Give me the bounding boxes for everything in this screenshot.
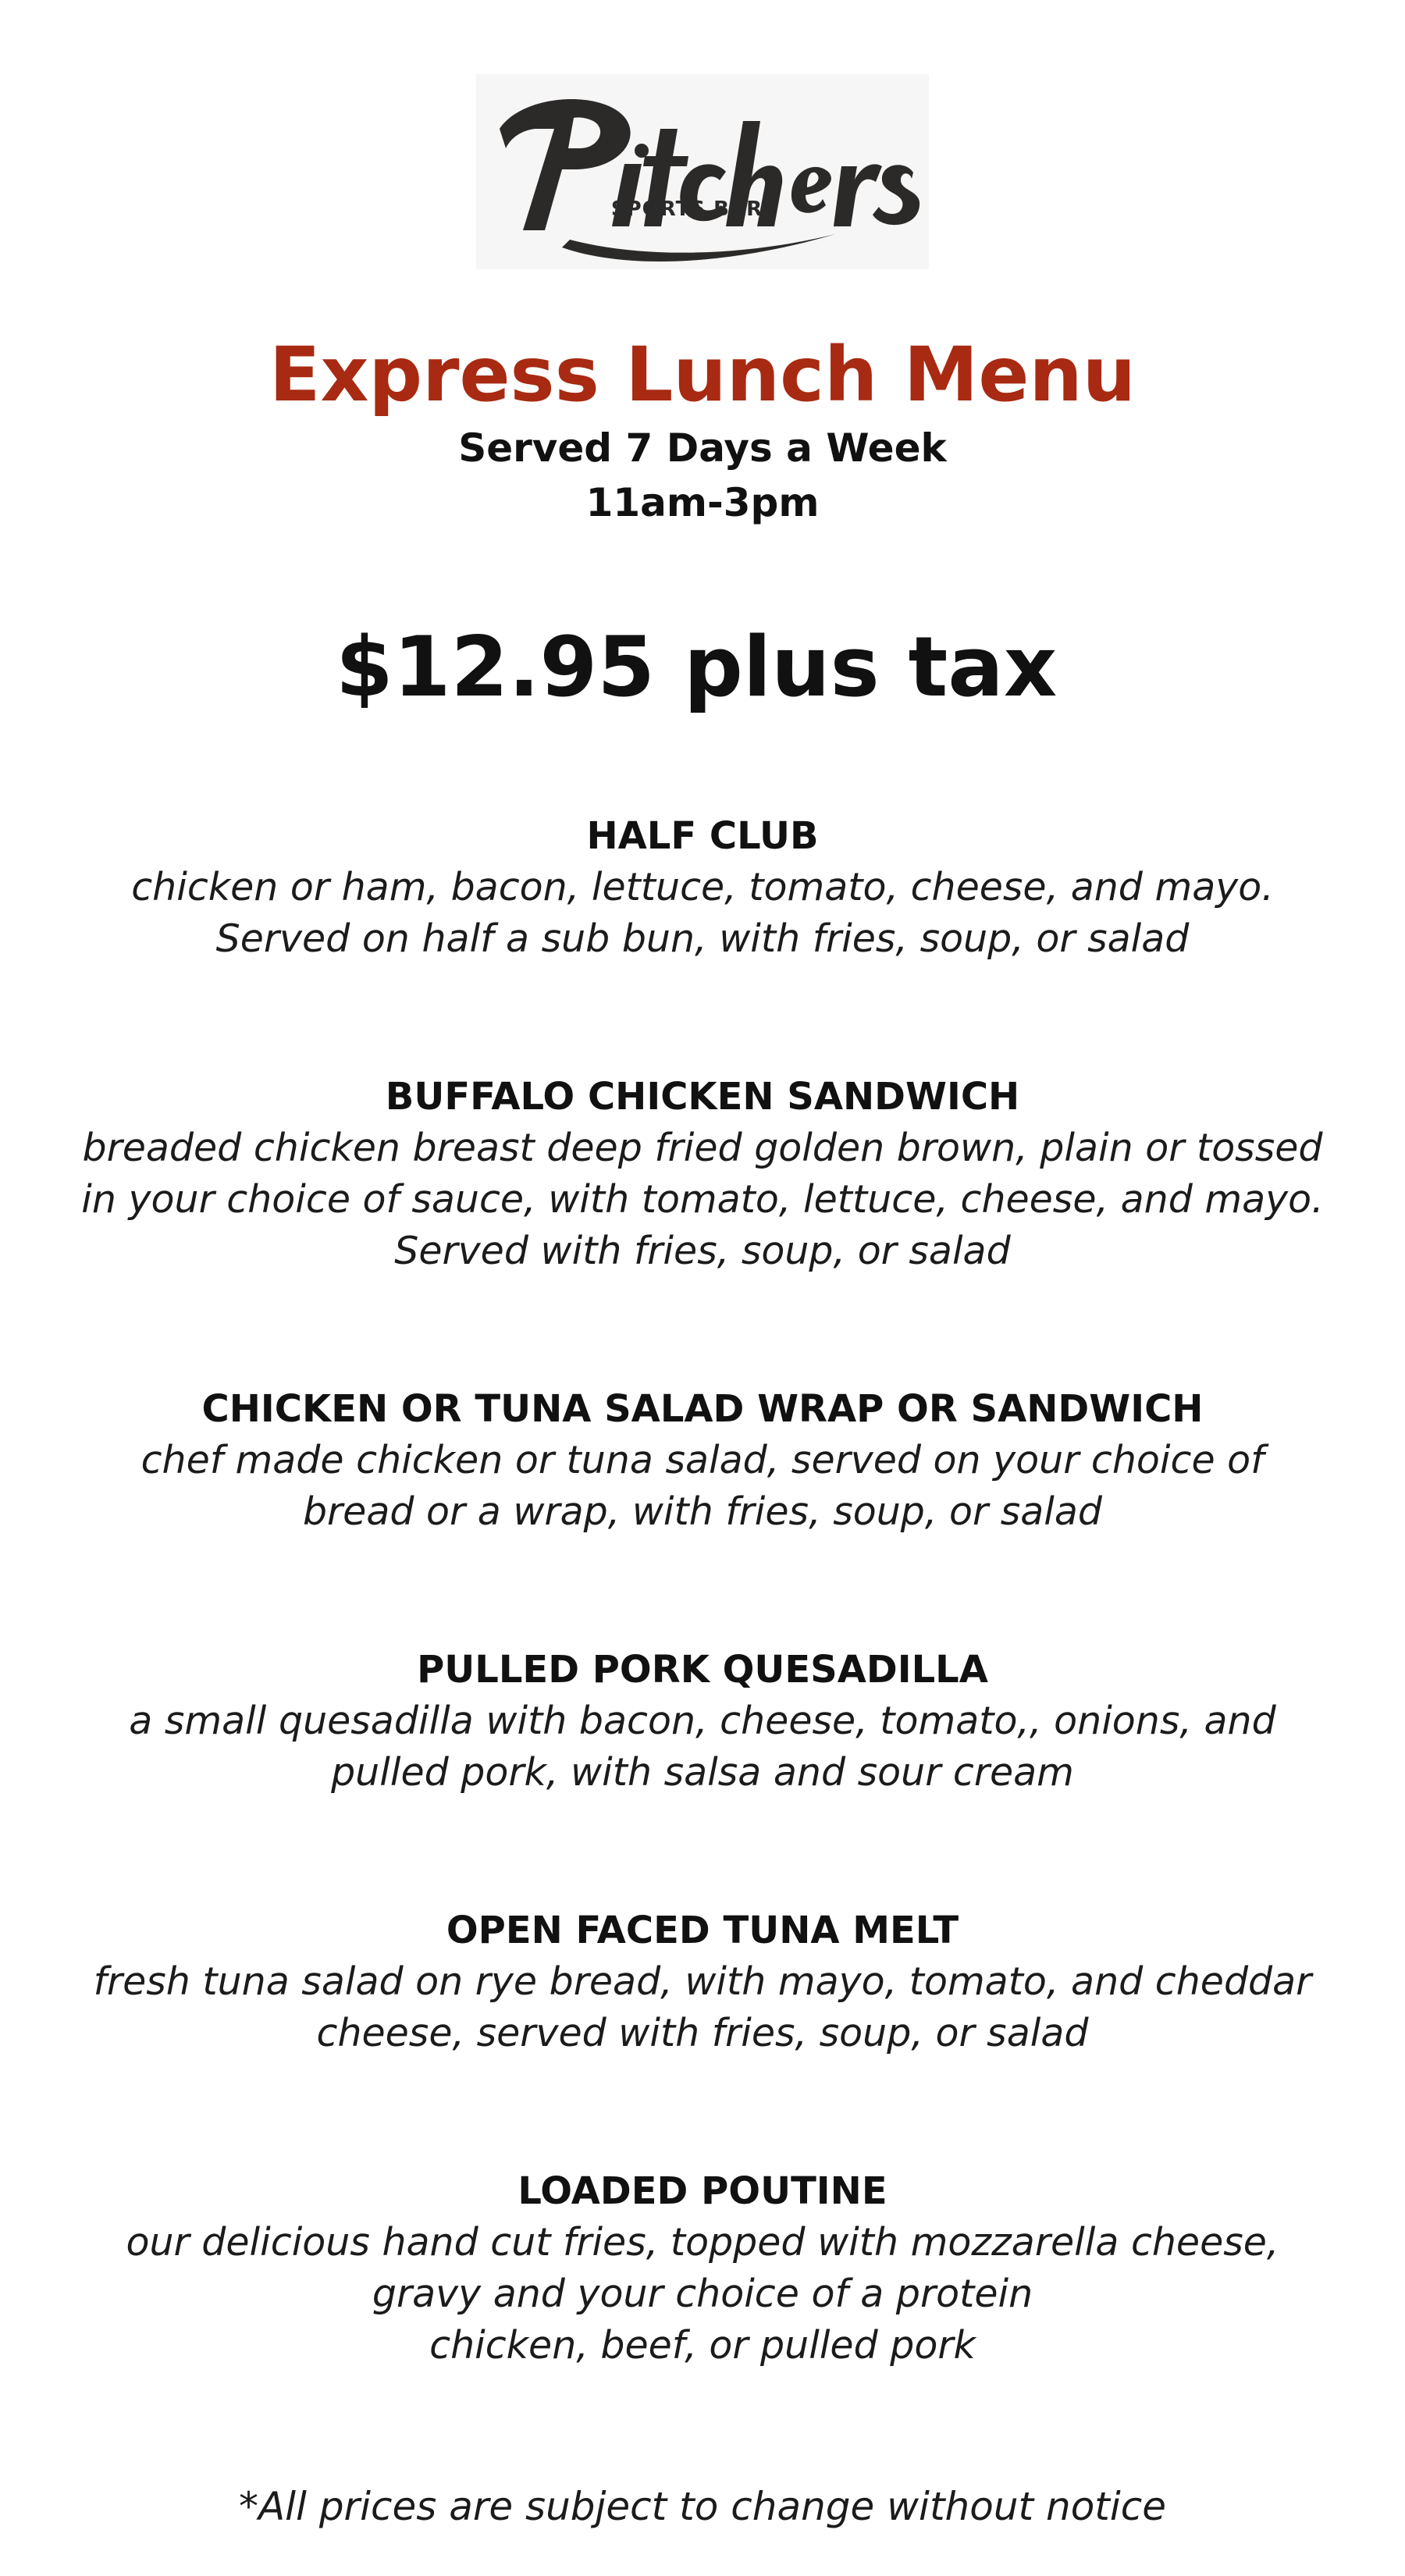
item-description-line: breaded chicken breast deep fried golden brown, plain or tossed [82, 1126, 1323, 1170]
menu-item-loaded-poutine [47, 2165, 1358, 2371]
item-description-line: chicken, beef, or pulled pork [429, 2323, 976, 2368]
item-description [47, 2217, 1358, 2371]
item-name: BUFFALO CHICKEN SANDWICH [385, 1075, 1020, 1119]
item-description-line: in your choice of sauce, with tomato, lettuce, cheese, and mayo. [81, 1177, 1324, 1222]
item-description-line: chicken or ham, bacon, lettuce, tomato, cheese, and mayo. [131, 865, 1274, 909]
menu-item-buffalo-chicken-sandwich [47, 1071, 1358, 1277]
menu-item-open-faced-tuna-melt [47, 1905, 1358, 2059]
item-description-line: our delicious hand cut fries, topped with mozzarella cheese, [126, 2220, 1279, 2265]
item-description-line: fresh tuna salad on rye bread, with mayo, tomato, and cheddar [93, 1959, 1312, 2004]
item-description-line: Served on half a sub bun, with fries, soup, or salad [215, 916, 1190, 961]
item-description-line: cheese, served with fries, soup, or salad [316, 2011, 1089, 2055]
item-description [47, 1435, 1358, 1538]
item-name: HALF CLUB [586, 814, 819, 858]
item-description-line: chef made chicken or tuna salad, served on your choice of [140, 1438, 1264, 1482]
item-description-line: a small quesadilla with bacon, cheese, tomato,, onions, and [129, 1699, 1276, 1743]
menu-price: $12.95 plus tax [336, 619, 1058, 715]
menu-item-chicken-or-tuna-salad [47, 1383, 1358, 1538]
menu-item-half-club [47, 810, 1358, 965]
pitchers-logo [468, 74, 937, 277]
item-description-line: pulled pork, with salsa and sour cream [331, 1750, 1074, 1795]
item-name: PULLED PORK QUESADILLA [417, 1648, 988, 1692]
item-description-line: bread or a wrap, with fries, soup, or salad [302, 1489, 1103, 1534]
item-description-line: gravy and your choice of a protein [372, 2272, 1033, 2316]
menu-item-pulled-pork-quesadilla [47, 1644, 1358, 1799]
item-description [47, 1695, 1358, 1799]
item-name: OPEN FACED TUNA MELT [446, 1909, 959, 1952]
price-disclaimer: *All prices are subject to change without notice [238, 2484, 1167, 2529]
item-description-line: Served with fries, soup, or salad [394, 1229, 1011, 1273]
item-name: CHICKEN OR TUNA SALAD WRAP OR SANDWICH [201, 1387, 1204, 1431]
logo-subtitle: SPORTS BAR [610, 197, 763, 221]
menu-subtitle: Served 7 Days a Week [458, 425, 947, 471]
menu-hours: 11am-3pm [585, 480, 820, 525]
item-description [47, 1123, 1358, 1277]
item-description [47, 1956, 1358, 2059]
menu-title: Express Lunch Menu [269, 331, 1136, 418]
item-description [47, 862, 1358, 965]
item-name: LOADED POUTINE [518, 2169, 887, 2213]
pitchers-logo-graphic [468, 74, 937, 277]
